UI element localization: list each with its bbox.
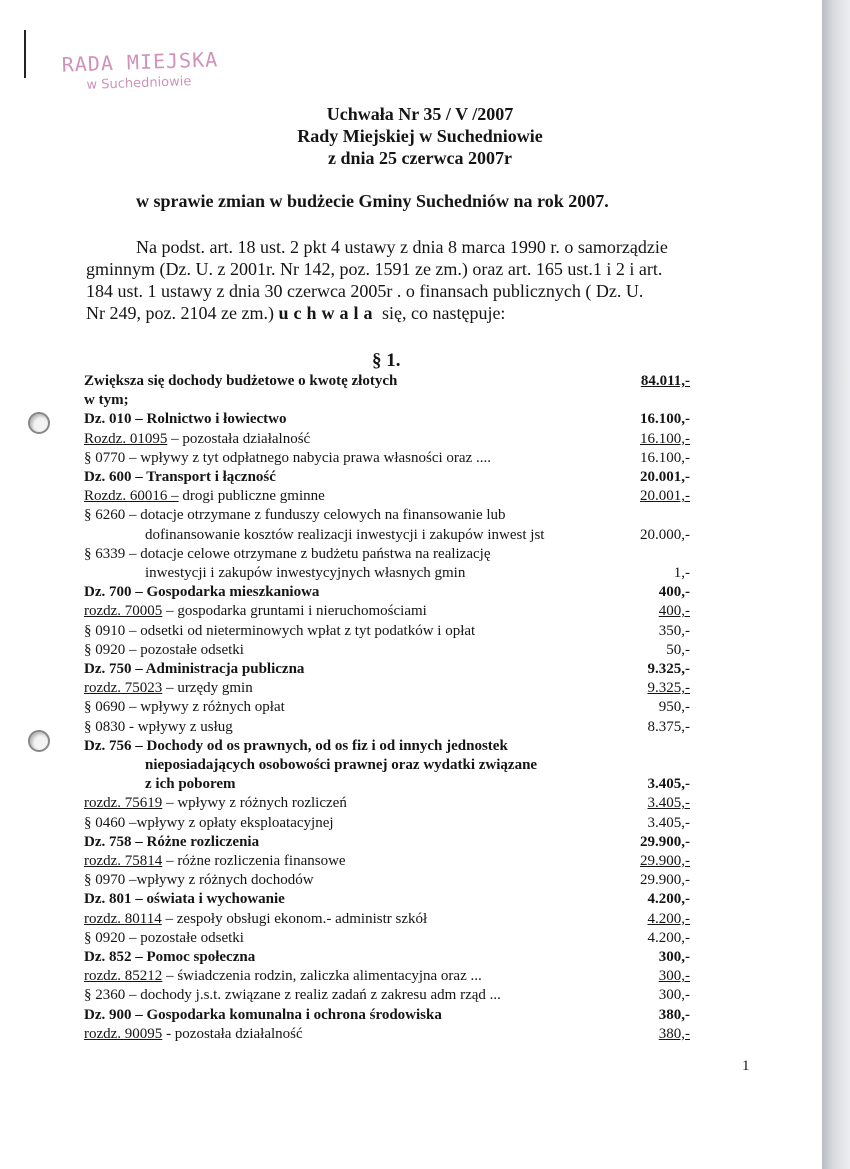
chapter-code: rozdz. 80114 — [84, 910, 162, 927]
row-text: § 0920 – pozostałe odsetki — [84, 641, 244, 658]
budget-row — [0, 429, 850, 449]
budget-row — [0, 448, 850, 468]
budget-row — [0, 601, 850, 621]
row-amount: 84.011,- — [640, 373, 690, 389]
row-text: inwestycji i zakupów inwestycyjnych własnych gmin — [145, 565, 466, 581]
row-amount: 20.001,- — [640, 488, 690, 505]
budget-row — [0, 697, 850, 717]
row-label — [84, 448, 491, 468]
row-label — [84, 832, 259, 852]
budget-row — [0, 813, 850, 833]
row-amount: 20.000,- — [640, 526, 690, 543]
row-amount: 380,- — [658, 1006, 690, 1023]
row-amount: 16.100,- — [640, 411, 690, 428]
budget-row — [0, 621, 850, 641]
row-text: § 0910 – odsetki od nieterminowych wpłat z tyt podatków i opłat — [84, 622, 476, 639]
row-label — [84, 371, 397, 391]
intro-line — [86, 302, 766, 324]
intro-line: gminnym (Dz. U. z 2001r. Nr 142, poz. 1591 ze zm.) oraz art. 165 ust.1 i 2 i art. — [86, 259, 663, 279]
budget-row — [0, 928, 850, 948]
budget-row — [0, 717, 850, 737]
row-text: § 0830 - wpływy z usług — [84, 718, 233, 735]
budget-row — [0, 755, 850, 775]
row-amount: 50,- — [666, 641, 690, 658]
row-amount: 20.001,- — [640, 469, 690, 485]
chapter-code: rozdz. 75023 — [84, 680, 163, 697]
section-heading: § 1. — [372, 350, 401, 371]
intro-text: Nr 249, poz. 2104 ze zm.) — [86, 303, 274, 323]
chapter-code: rozdz. 75619 — [84, 795, 163, 812]
row-text: – różne rozliczenia finansowe — [162, 853, 346, 869]
budget-row — [0, 409, 850, 429]
row-text: § 0460 –wpływy z opłaty eksploatacyjnej — [84, 814, 334, 831]
row-text: Dz. 756 – Dochody od os prawnych, od os fiz i od innych jednostek — [84, 737, 508, 754]
budget-row — [0, 525, 850, 545]
row-text: w tym; — [84, 392, 129, 409]
page-number: 1 — [742, 1058, 750, 1074]
row-amount: 3.405,- — [647, 776, 690, 793]
row-text: Dz. 801 – oświata i wychowanie — [84, 891, 285, 908]
resolution-date: z dnia 25 czerwca 2007r — [328, 148, 512, 168]
budget-row — [0, 1024, 850, 1044]
intro-line: Na podst. art. 18 ust. 2 pkt 4 ustawy z dnia 8 marca 1990 r. o samorządzie — [136, 237, 668, 257]
row-text: § 2360 – dochody j.s.t. związane z realiz zadań z zakresu adm rząd ... — [84, 987, 501, 1004]
row-amount: 16.100,- — [640, 449, 690, 466]
row-label — [84, 659, 304, 679]
row-text: Dz. 750 – Administracja publiczna — [84, 661, 305, 677]
row-label — [84, 909, 427, 929]
row-text: § 0920 – pozostałe odsetki — [84, 929, 244, 946]
row-amount: 1,- — [673, 565, 690, 581]
row-label — [84, 1024, 303, 1044]
row-amount: 300,- — [658, 987, 690, 1004]
row-text: § 0770 – wpływy z tyt odpłatnego nabycia prawa własności oraz .... — [84, 449, 491, 466]
row-amount: 8.375,- — [647, 718, 690, 735]
row-label — [84, 678, 253, 698]
row-text: – urzędy gmin — [162, 680, 253, 697]
budget-row — [0, 371, 850, 391]
chapter-code: rozdz. 70005 — [84, 603, 163, 620]
budget-row — [0, 736, 850, 756]
row-label — [84, 697, 285, 717]
row-label — [84, 1005, 442, 1025]
chapter-code: Rozdz. 60016 – — [84, 488, 179, 505]
row-text: – wpływy z różnych rozliczeń — [162, 795, 347, 812]
row-text: - pozostała działalność — [162, 1025, 303, 1042]
row-amount: 9.325,- — [647, 680, 690, 697]
row-amount: 4.200,- — [647, 929, 690, 946]
row-label — [84, 717, 233, 737]
row-label — [84, 851, 346, 871]
row-label — [84, 870, 314, 890]
row-text: drogi publiczne gminne — [178, 488, 325, 505]
row-text: – pozostała działalność — [167, 430, 311, 447]
stamp-line-2: w Suchedniowie — [86, 74, 192, 93]
row-label — [84, 582, 319, 602]
row-label — [84, 813, 334, 833]
row-amount: 400,- — [658, 584, 690, 601]
chapter-code: rozdz. 75814 — [84, 853, 163, 869]
intro-text: się, co następuje: — [381, 303, 506, 323]
row-text: Dz. 758 – Różne rozliczenia — [84, 833, 260, 850]
row-label — [84, 621, 475, 641]
row-label — [84, 928, 244, 948]
budget-row — [0, 870, 850, 890]
budget-row — [0, 793, 850, 813]
council-stamp — [61, 47, 219, 93]
row-label — [84, 467, 276, 487]
row-amount: 9.325,- — [647, 661, 690, 677]
row-text: Dz. 900 – Gospodarka komunalna i ochrona środowiska — [84, 1006, 442, 1023]
council-name: Rady Miejskiej w Suchedniowie — [297, 126, 543, 146]
row-amount: 3.405,- — [647, 795, 690, 812]
budget-row — [0, 966, 850, 986]
budget-row — [0, 678, 850, 698]
budget-row — [0, 1005, 850, 1025]
resolves-word: uchwala — [278, 303, 378, 323]
row-label — [84, 966, 482, 986]
row-amount: 950,- — [658, 699, 690, 716]
row-amount: 400,- — [658, 603, 690, 620]
row-amount: 300,- — [658, 968, 690, 985]
row-text: – świadczenia rodzin, zaliczka alimentacyjna oraz ... — [162, 968, 482, 985]
budget-row — [0, 486, 850, 506]
row-label — [84, 601, 427, 621]
row-label — [84, 736, 508, 756]
row-text: Dz. 700 – Gospodarka mieszkaniowa — [84, 584, 320, 601]
row-label — [84, 985, 501, 1005]
budget-row — [0, 467, 850, 487]
row-amount: 380,- — [658, 1025, 690, 1042]
row-amount: 3.405,- — [647, 814, 690, 831]
resolution-number: Uchwała Nr 35 / V /2007 — [326, 104, 514, 124]
row-label — [84, 793, 347, 813]
chapter-code: Rozdz. 01095 — [84, 430, 168, 447]
budget-row — [0, 909, 850, 929]
row-text: Dz. 852 – Pomoc społeczna — [84, 949, 256, 965]
margin-mark — [24, 30, 26, 78]
row-amount: 300,- — [658, 949, 690, 965]
chapter-code: rozdz. 90095 — [84, 1025, 163, 1042]
row-amount: 350,- — [658, 622, 690, 639]
budget-row — [0, 390, 850, 410]
legal-basis-paragraph — [86, 236, 766, 324]
budget-row — [0, 563, 850, 583]
row-text: – zespoły obsługi ekonom.- administr szkół — [161, 910, 428, 927]
row-amount: 29.900,- — [640, 853, 690, 869]
budget-row — [0, 851, 850, 871]
row-label — [84, 544, 490, 564]
row-label — [145, 755, 537, 775]
resolution-subject: w sprawie zmian w budżecie Gminy Suchedniów na rok 2007. — [136, 191, 609, 211]
budget-row — [0, 582, 850, 602]
row-label — [84, 947, 255, 967]
row-label — [84, 889, 285, 909]
row-label — [84, 429, 310, 449]
row-amount: 4.200,- — [647, 891, 690, 908]
row-amount: 4.200,- — [647, 910, 690, 927]
row-text: Dz. 010 – Rolnictwo i łowiectwo — [84, 411, 287, 428]
intro-line: 184 ust. 1 ustawy z dnia 30 czerwca 2005r . o finansach publicznych ( Dz. U. — [86, 281, 644, 301]
row-text: § 0690 – wpływy z różnych opłat — [84, 699, 285, 716]
row-text: Zwiększa się dochody budżetowe o kwotę złotych — [84, 373, 398, 389]
row-label — [84, 390, 129, 410]
row-text: – gospodarka gruntami i nieruchomościami — [162, 603, 427, 620]
row-label — [145, 774, 236, 794]
row-amount: 16.100,- — [640, 430, 690, 447]
stamp-line-1: RADA MIEJSKA — [61, 47, 219, 77]
budget-row — [0, 544, 850, 564]
budget-row — [0, 947, 850, 967]
row-amount: 29.900,- — [640, 872, 690, 889]
row-label — [145, 525, 544, 545]
budget-row — [0, 889, 850, 909]
budget-row — [0, 832, 850, 852]
row-label — [84, 486, 325, 506]
row-text: dofinansowanie kosztów realizacji inwestycji i zakupów inwest jst — [145, 526, 545, 543]
budget-row — [0, 640, 850, 660]
row-text: Dz. 600 – Transport i łączność — [84, 469, 276, 485]
row-label — [84, 640, 244, 660]
row-text: z ich poborem — [145, 776, 236, 793]
row-text: § 6339 – dotacje celowe otrzymane z budżetu państwa na realizację — [84, 545, 491, 562]
row-text: § 6260 – dotacje otrzymane z funduszy celowych na finansowanie lub — [84, 507, 506, 524]
row-label — [145, 563, 465, 583]
row-text: nieposiadających osobowości prawnej oraz wydatki związane — [145, 757, 538, 773]
row-label — [84, 505, 506, 525]
budget-row — [0, 774, 850, 794]
row-label — [84, 409, 286, 429]
chapter-code: rozdz. 85212 — [84, 968, 163, 985]
budget-row — [0, 659, 850, 679]
budget-row — [0, 985, 850, 1005]
row-amount: 29.900,- — [640, 833, 690, 850]
row-text: § 0970 –wpływy z różnych dochodów — [84, 872, 314, 889]
budget-row — [0, 505, 850, 525]
